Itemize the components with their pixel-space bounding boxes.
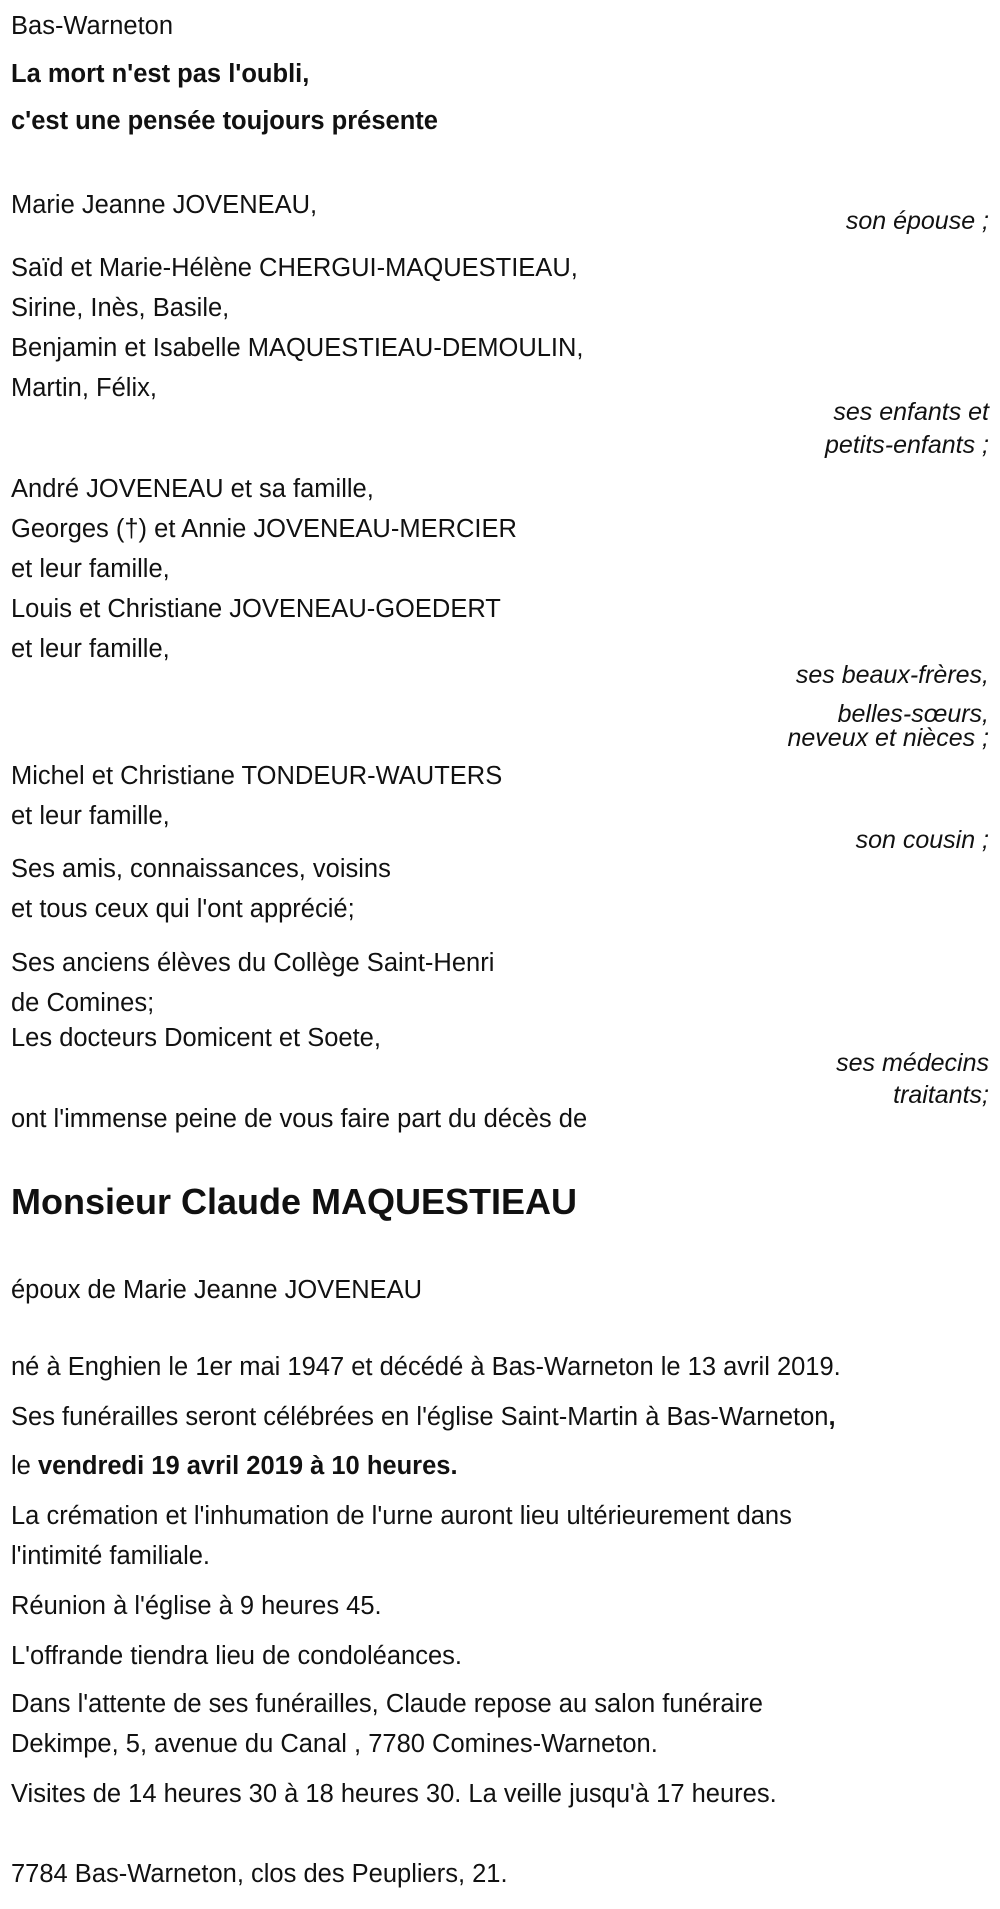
children-relation-2: petits-enfants ; xyxy=(825,431,989,459)
funeral-date-line xyxy=(11,1451,458,1481)
location-heading: Bas-Warneton xyxy=(11,12,174,40)
quote-line-2: c'est une pensée toujours présente xyxy=(11,107,438,135)
funeral-line xyxy=(11,1402,836,1432)
announcement-text: ont l'immense peine de vous faire part du décès de xyxy=(11,1105,588,1133)
others-line-4: de Comines; xyxy=(11,989,155,1017)
inlaws-name-1: André JOVENEAU et sa famille, xyxy=(11,475,374,503)
others-line-5: Les docteurs Domicent et Soete, xyxy=(11,1024,381,1052)
resting-line-1: Dans l'attente de ses funérailles, Claude repose au salon funéraire xyxy=(11,1690,763,1718)
children-name-3: Benjamin et Isabelle MAQUESTIEAU-DEMOULIN, xyxy=(11,334,584,362)
inlaws-name-3: et leur famille, xyxy=(11,555,170,583)
deceased-name: Monsieur Claude MAQUESTIEAU xyxy=(11,1181,578,1222)
cousin-name-1: Michel et Christiane TONDEUR-WAUTERS xyxy=(11,762,503,790)
inlaws-relation-2: belles-sœurs, xyxy=(837,700,989,728)
quote-line-1: La mort n'est pas l'oubli, xyxy=(11,60,310,88)
doctors-relation-2: traitants; xyxy=(893,1081,989,1109)
inlaws-name-4: Louis et Christiane JOVENEAU-GOEDERT xyxy=(11,595,501,623)
others-line-2: et tous ceux qui l'ont apprécié; xyxy=(11,895,355,923)
home-address: 7784 Bas-Warneton, clos des Peupliers, 21. xyxy=(11,1860,508,1888)
inlaws-relation-1: ses beaux-frères, xyxy=(795,661,989,689)
funeral-intro: Ses funérailles seront célébrées en l'église Saint-Martin à Bas-Warneton xyxy=(11,1403,829,1431)
spouse-name: Marie Jeanne JOVENEAU, xyxy=(11,191,318,219)
children-name-1: Saïd et Marie-Hélène CHERGUI-MAQUESTIEAU, xyxy=(11,254,578,282)
children-name-2: Sirine, Inès, Basile, xyxy=(11,294,230,322)
cousin-relation: son cousin ; xyxy=(855,826,989,854)
deceased-spouse-line: époux de Marie Jeanne JOVENEAU xyxy=(11,1276,423,1304)
inlaws-name-5: et leur famille, xyxy=(11,635,170,663)
meeting-line: Réunion à l'église à 9 heures 45. xyxy=(11,1592,382,1620)
spouse-relation: son épouse ; xyxy=(845,207,989,235)
children-name-4: Martin, Félix, xyxy=(11,374,157,402)
cremation-line-1: La crémation et l'inhumation de l'urne auront lieu ultérieurement dans xyxy=(11,1502,792,1530)
birth-death-line: né à Enghien le 1er mai 1947 et décédé à Bas-Warneton le 13 avril 2019. xyxy=(11,1353,841,1381)
inlaws-name-2: Georges (†) et Annie JOVENEAU-MERCIER xyxy=(11,515,517,543)
offering-line: L'offrande tiendra lieu de condoléances. xyxy=(11,1642,462,1670)
funeral-date: vendredi 19 avril 2019 à 10 heures. xyxy=(37,1452,458,1480)
cremation-line-2: l'intimité familiale. xyxy=(11,1542,211,1570)
others-line-3: Ses anciens élèves du Collège Saint-Henri xyxy=(11,949,495,977)
children-relation-1: ses enfants et xyxy=(833,398,989,426)
date-prefix: le xyxy=(11,1452,38,1480)
resting-line-2: Dekimpe, 5, avenue du Canal , 7780 Comines-Warneton. xyxy=(11,1730,658,1758)
cousin-name-2: et leur famille, xyxy=(11,802,170,830)
doctors-relation-1: ses médecins xyxy=(836,1049,989,1077)
visits-line: Visites de 14 heures 30 à 18 heures 30. La veille jusqu'à 17 heures. xyxy=(11,1780,777,1808)
others-line-1: Ses amis, connaissances, voisins xyxy=(11,855,391,883)
inlaws-relation-3: neveux et nièces ; xyxy=(787,724,989,752)
funeral-intro-comma: , xyxy=(828,1403,836,1431)
